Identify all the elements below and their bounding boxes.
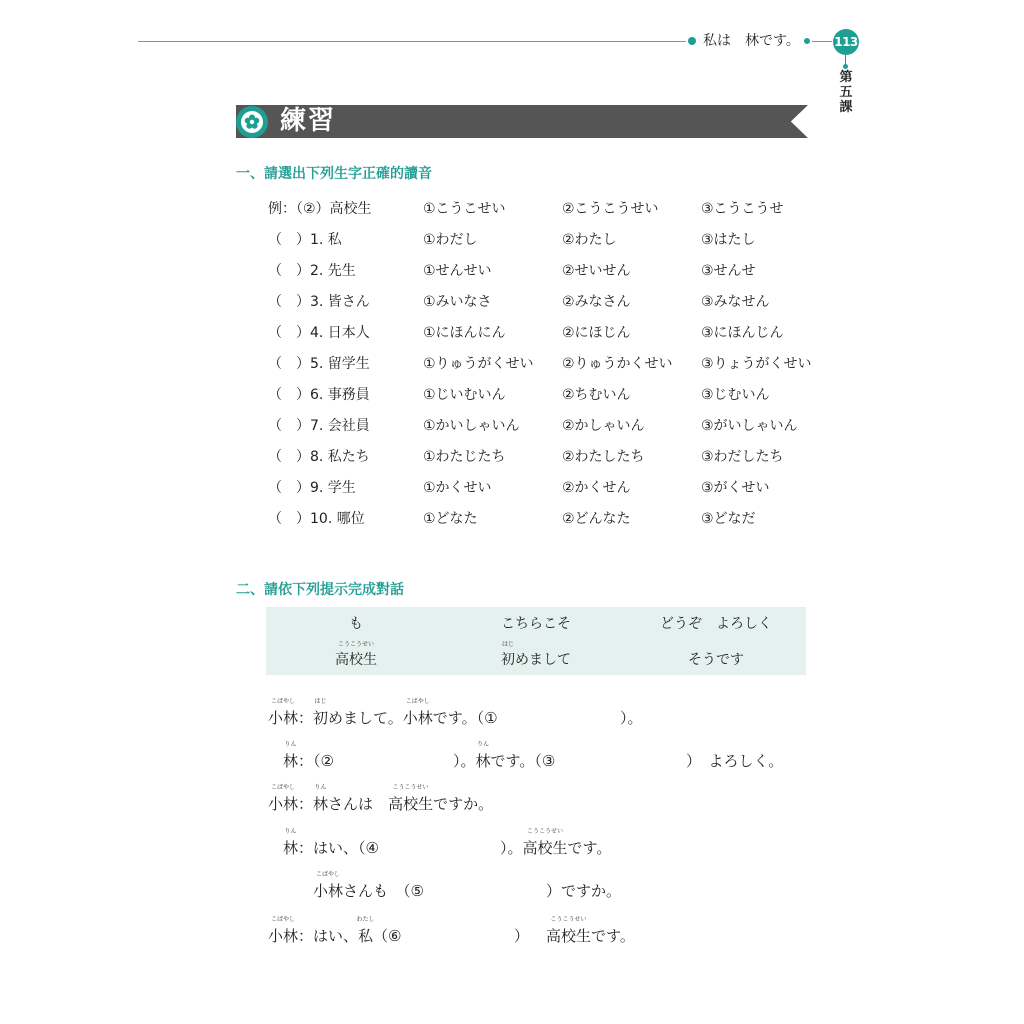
question: 例：（②）高校生 <box>268 201 372 217</box>
option-1: ①かいしゃいん <box>423 418 520 434</box>
hint-word: そうです <box>688 652 744 668</box>
question: （ ）9. 学生 <box>268 480 356 496</box>
furigana: はじ <box>501 641 515 648</box>
header-dot <box>688 37 696 45</box>
hint-word: はじ 初めまして <box>501 641 571 668</box>
question: （ ）10. 哪位 <box>268 511 365 527</box>
exercise-row <box>268 415 848 437</box>
exercise-row <box>268 229 848 251</box>
option-1: ①わたじたち <box>423 449 506 465</box>
option-3: ③みなせん <box>701 294 770 310</box>
dialogue-line: りん 林：（② <box>283 741 334 770</box>
option-2: ②せいせん <box>562 263 631 279</box>
dialogue-line: りん 林：はい、（④ <box>283 828 379 857</box>
option-2: ②りゅうかくせい <box>562 356 673 372</box>
hint-word: こうこうせい 高校生 <box>335 641 377 668</box>
option-2: ②ちむいん <box>562 387 631 403</box>
exercise-row <box>268 508 848 530</box>
dialogue-line: ）。 りん 林です。（③ <box>453 741 556 770</box>
question: （ ）3. 皆さん <box>268 294 370 310</box>
speaker-rin: りん 林 <box>283 741 299 770</box>
option-1: ①せんせい <box>423 263 492 279</box>
dialogue-line: ） <box>514 927 530 945</box>
option-3: ③じむいん <box>701 387 770 403</box>
option-3: ③はたし <box>701 232 756 248</box>
option-3: ③わだしたち <box>701 449 784 465</box>
hint-word: どうぞ よろしく <box>660 616 772 632</box>
section1-title: 一、請選出下列生字正確的讀音 <box>236 166 432 182</box>
dialogue-line: こばやし 小林：はい、 わたし 私（⑥ <box>268 916 402 945</box>
header-dot <box>804 38 810 44</box>
example-row <box>268 198 848 220</box>
option-3: ③りょうがくせい <box>701 356 812 372</box>
option-2: ②かしゃいん <box>562 418 645 434</box>
flower-icon <box>236 106 268 138</box>
option-3: ③がくせい <box>701 480 770 496</box>
question: （ ）1. 私 <box>268 232 342 248</box>
header-rule <box>812 41 832 42</box>
question: （ ）4. 日本人 <box>268 325 370 341</box>
dialogue-line: こばやし 小林： はじ 初めまして。 こばやし 小林です。（① <box>268 698 498 727</box>
option-1: ①じいむいん <box>423 387 506 403</box>
section2-title: 二、請依下列提示完成對話 <box>236 582 404 598</box>
page-number: 113 <box>833 29 859 55</box>
option-1: ①どなた <box>423 511 478 527</box>
dialogue-line: こうこうせい 高校生です。 <box>546 916 635 945</box>
header-rule <box>138 41 686 42</box>
question: （ ）6. 事務員 <box>268 387 370 403</box>
option-1: ①みいなさ <box>423 294 492 310</box>
option-2: ②かくせん <box>562 480 631 496</box>
exercise-row <box>268 291 848 313</box>
exercise-row <box>268 322 848 344</box>
option-2: ②こうこうせい <box>562 201 659 217</box>
hint-word: こちらこそ <box>501 616 571 632</box>
option-3: ③せんせ <box>701 263 756 279</box>
running-header-title: 私は 林です。 <box>703 33 800 49</box>
exercise-row <box>268 353 848 375</box>
chapter-label: 第五課 <box>839 70 853 115</box>
option-2: ②わたし <box>562 232 617 248</box>
question: （ ）2. 先生 <box>268 263 356 279</box>
dialogue-line: ）。 こうこうせい 高校生です。 <box>500 828 612 857</box>
question: （ ）5. 留学生 <box>268 356 370 372</box>
option-1: ①こうこせい <box>423 201 506 217</box>
option-1: ①りゅうがくせい <box>423 356 534 372</box>
option-1: ①にほんにん <box>423 325 506 341</box>
option-1: ①わだし <box>423 232 478 248</box>
exercise-row <box>268 260 848 282</box>
option-3: ③どなだ <box>701 511 756 527</box>
option-2: ②わたしたち <box>562 449 645 465</box>
chapter-dot <box>843 64 848 69</box>
option-2: ②どんなた <box>562 511 631 527</box>
blank-close: ）ですか。 <box>546 882 622 900</box>
blank-close: ） よろしく。 <box>686 752 784 770</box>
blank-close: ）。 <box>620 709 643 727</box>
question: （ ）7. 会社員 <box>268 418 370 434</box>
question: （ ）8. 私たち <box>268 449 370 465</box>
dialogue-line: こばやし 小林： りん 林さんは こうこうせい 高校生ですか。 <box>268 784 494 813</box>
exercise-row <box>268 446 848 468</box>
exercise-row <box>268 477 848 499</box>
furigana: こうこうせい <box>337 641 375 648</box>
banner-title: 練習 <box>280 106 337 136</box>
option-2: ②にほじん <box>562 325 631 341</box>
option-1: ①かくせい <box>423 480 492 496</box>
option-2: ②みなさん <box>562 294 631 310</box>
option-3: ③にほんじん <box>701 325 784 341</box>
speaker-kobayashi: こばやし 小林 <box>268 698 299 727</box>
option-3: ③がいしゃいん <box>701 418 798 434</box>
hint-word: も <box>349 616 363 632</box>
exercise-row <box>268 384 848 406</box>
option-3: ③こうこうせ <box>701 201 784 217</box>
dialogue-line: こばやし 小林さんも （⑤ <box>313 871 424 900</box>
